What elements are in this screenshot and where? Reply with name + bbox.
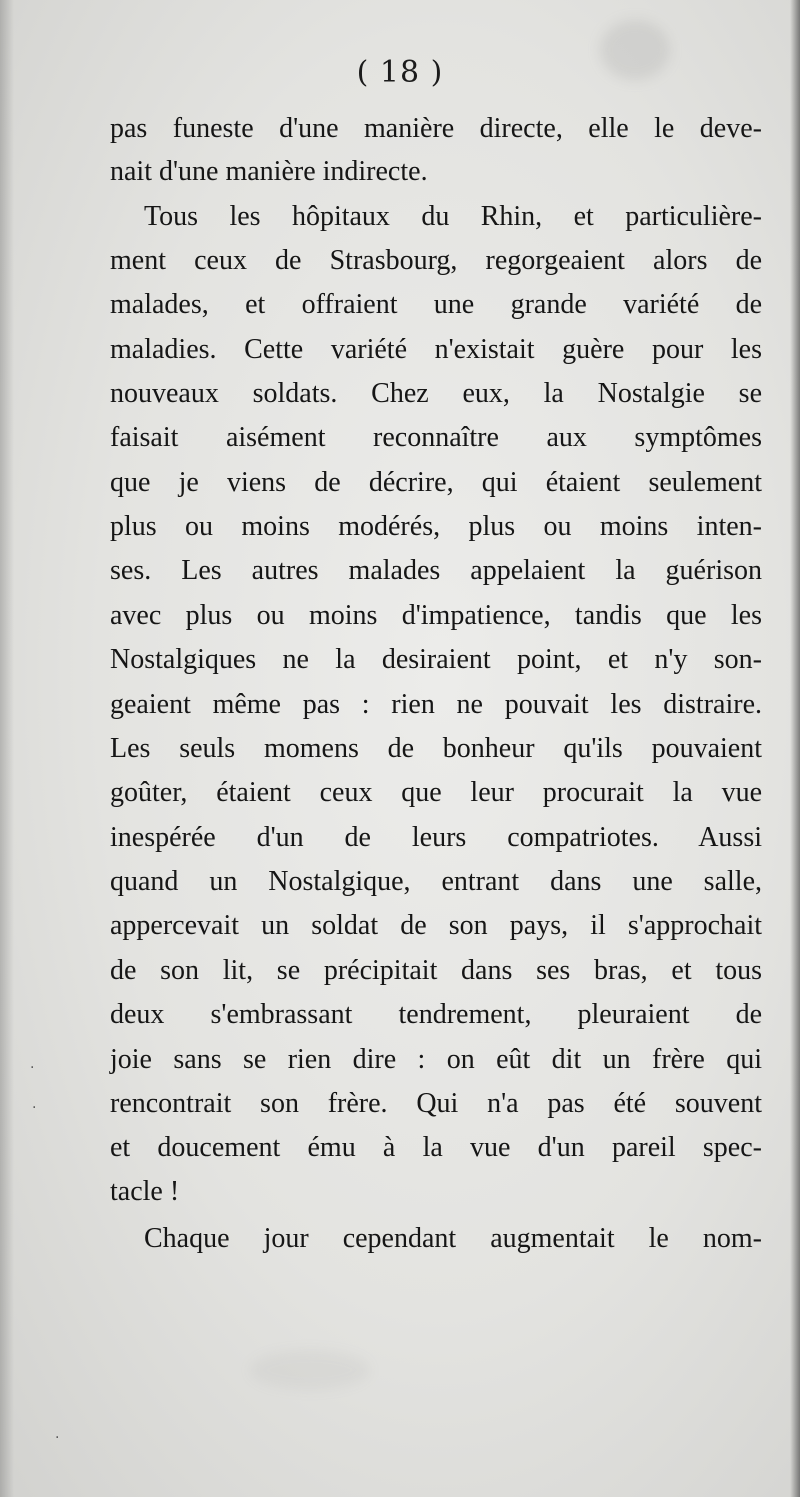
text-line: appercevait un soldat de son pays, il s'approchait bbox=[110, 910, 762, 941]
text-line: geaient même pas : rien ne pouvait les distraire. bbox=[110, 689, 762, 720]
text-line: pas funeste d'une manière directe, elle le deve- bbox=[110, 113, 762, 144]
text-line: Nostalgiques ne la desiraient point, et n'y son- bbox=[110, 644, 762, 675]
text-line: avec plus ou moins d'impatience, tandis que les bbox=[110, 600, 762, 631]
text-line: inespérée d'un de leurs compatriotes. Aussi bbox=[110, 822, 762, 853]
text-line: tacle ! bbox=[110, 1176, 180, 1207]
text-line: nait d'une manière indirecte. bbox=[110, 156, 428, 187]
margin-speck: · bbox=[55, 1430, 60, 1446]
text-line: que je viens de décrire, qui étaient seulement bbox=[110, 467, 762, 498]
margin-speck: · bbox=[30, 1060, 35, 1076]
text-line: ment ceux de Strasbourg, regorgeaient alors de bbox=[110, 245, 762, 276]
text-line: et doucement ému à la vue d'un pareil spec- bbox=[110, 1132, 762, 1163]
text-line: de son lit, se précipitait dans ses bras, et tous bbox=[110, 955, 762, 986]
text-line: deux s'embrassant tendrement, pleuraient de bbox=[110, 999, 762, 1030]
text-line: malades, et offraient une grande variété de bbox=[110, 289, 762, 320]
text-line: nouveaux soldats. Chez eux, la Nostalgie se bbox=[110, 378, 762, 409]
page-number: ( 18 ) bbox=[356, 55, 444, 90]
text-line: ses. Les autres malades appelaient la guérison bbox=[110, 555, 762, 586]
text-line: faisait aisément reconnaître aux symptômes bbox=[110, 422, 762, 453]
text-line: joie sans se rien dire : on eût dit un frère qui bbox=[110, 1044, 762, 1075]
text-line: plus ou moins modérés, plus ou moins inten- bbox=[110, 511, 762, 542]
margin-speck: · bbox=[32, 1100, 37, 1116]
text-line: rencontrait son frère. Qui n'a pas été souvent bbox=[110, 1088, 762, 1119]
text-line: maladies. Cette variété n'existait guère pour les bbox=[110, 334, 762, 365]
text-line: Tous les hôpitaux du Rhin, et particulière- bbox=[144, 201, 762, 232]
text-line: Chaque jour cependant augmentait le nom- bbox=[144, 1223, 762, 1254]
text-line: quand un Nostalgique, entrant dans une salle, bbox=[110, 866, 762, 897]
text-line: goûter, étaient ceux que leur procurait la vue bbox=[110, 777, 762, 808]
text-line: Les seuls momens de bonheur qu'ils pouvaient bbox=[110, 733, 762, 764]
